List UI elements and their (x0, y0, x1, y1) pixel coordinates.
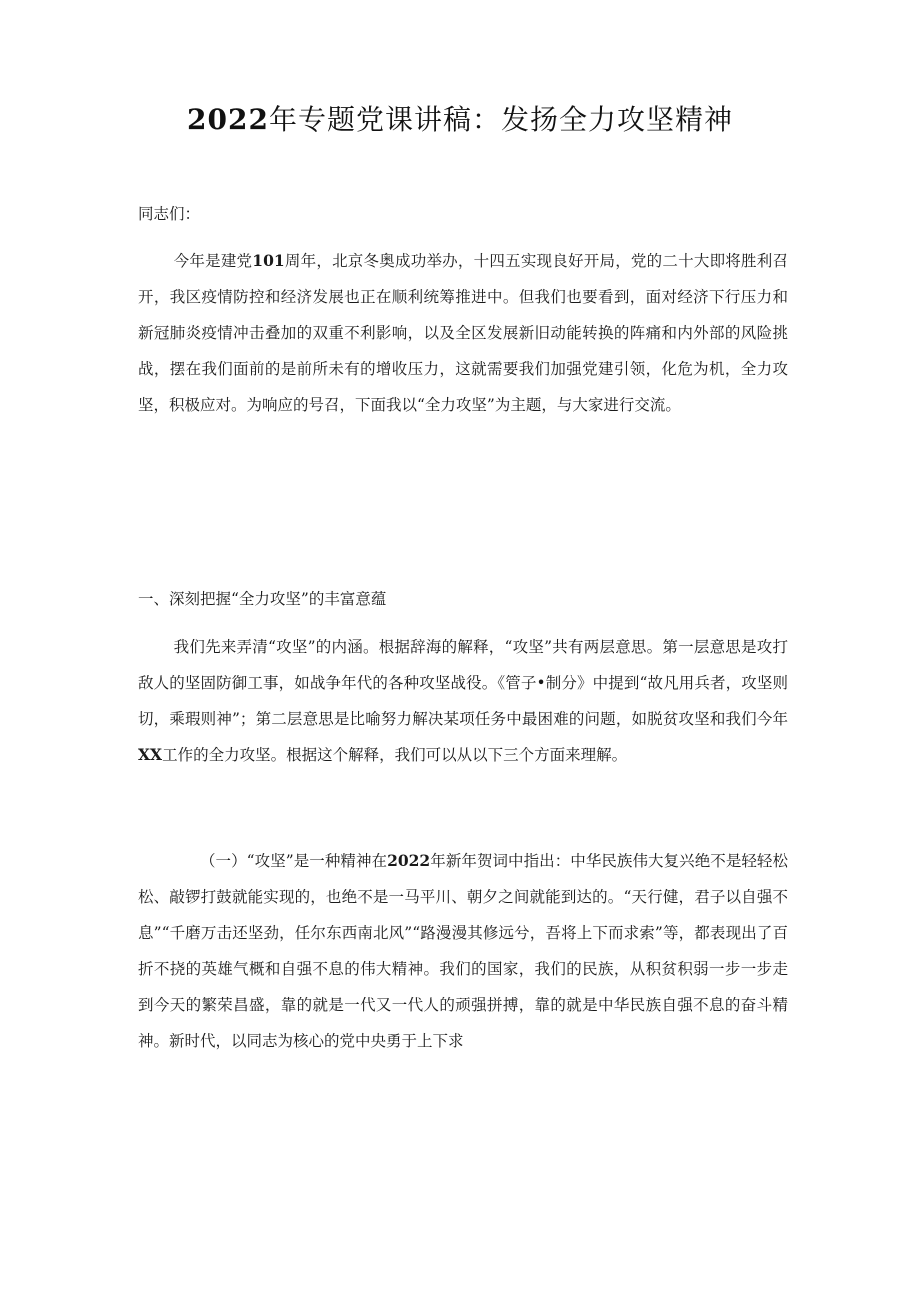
paragraph-meaning (138, 629, 788, 773)
document-title (0, 100, 920, 140)
section-heading-1: 一、深刻把握“全力攻坚”的丰富意蕴 (138, 590, 387, 608)
paragraph-spirit-part1: （一）“攻坚”是一种精神在 (200, 852, 388, 870)
paragraph-intro-part2: 周年，北京冬奥成功举办，十四五实现良好开局，党的二十大即将胜利召开，我区疫情防控和经济发展也正在顺利统筹推进中。但我们也要看到，面对经济下行压力和新冠肺炎疫情冲击叠加的双重不利影响，以及全区发展新旧动能转换的阵痛和内外部的风险挑战，摆在我们面前的是前所未有的增收压力，这就需要我们加强党建引领，化危为机，全力攻坚，积极应对。为响应的号召，下面我以“全力攻坚”为主题，与大家进行交流。 (138, 252, 788, 414)
paragraph-meaning-bold: XX (138, 745, 163, 764)
paragraph-intro-number: 101 (252, 251, 285, 270)
title-year: 2022 (187, 103, 269, 136)
salutation: 同志们： (138, 205, 201, 223)
paragraph-intro-part1: 今年是建党 (173, 252, 253, 270)
paragraph-spirit (138, 843, 788, 1059)
paragraph-meaning-part1: 我们先来弄清“攻坚”的内涵。根据辞海的解释，“攻坚”共有两层意思。第一层意思是攻打敌人的坚固防御工事，如战争年代的各种攻坚战役。《管子•制分》中提到“故凡用兵者，攻坚则切，乘瑕则神”；第二层意思是比喻努力解决某项任务中最困难的问题，如脱贫攻坚和我们今年 (138, 638, 788, 728)
paragraph-meaning-part2: 工作的全力攻坚。根据这个解释，我们可以从以下三个方面来理解。 (162, 746, 628, 764)
paragraph-spirit-part2: 年新年贺词中指出：中华民族伟大复兴绝不是轻轻松松、敲锣打鼓就能实现的，也绝不是一马平川、朝夕之间就能到达的。“天行健，君子以自强不息”“千磨万击还坚劲，任尔东西南北风”“路漫漫其修远兮，吾将上下而求索”等，都表现出了百折不挠的英雄气概和自强不息的伟大精神。我们的国家，我们的民族，从积贫积弱一步一步走到今天的繁荣昌盛，靠的就是一代又一代人的顽强拼搏，靠的就是中华民族自强不息的奋斗精神。新时代，以同志为核心的党中央勇于上下求 (138, 852, 788, 1050)
title-text: 年专题党课讲稿：发扬全力攻坚精神 (268, 103, 733, 136)
paragraph-spirit-number: 2022 (387, 851, 431, 870)
paragraph-intro (138, 243, 788, 423)
